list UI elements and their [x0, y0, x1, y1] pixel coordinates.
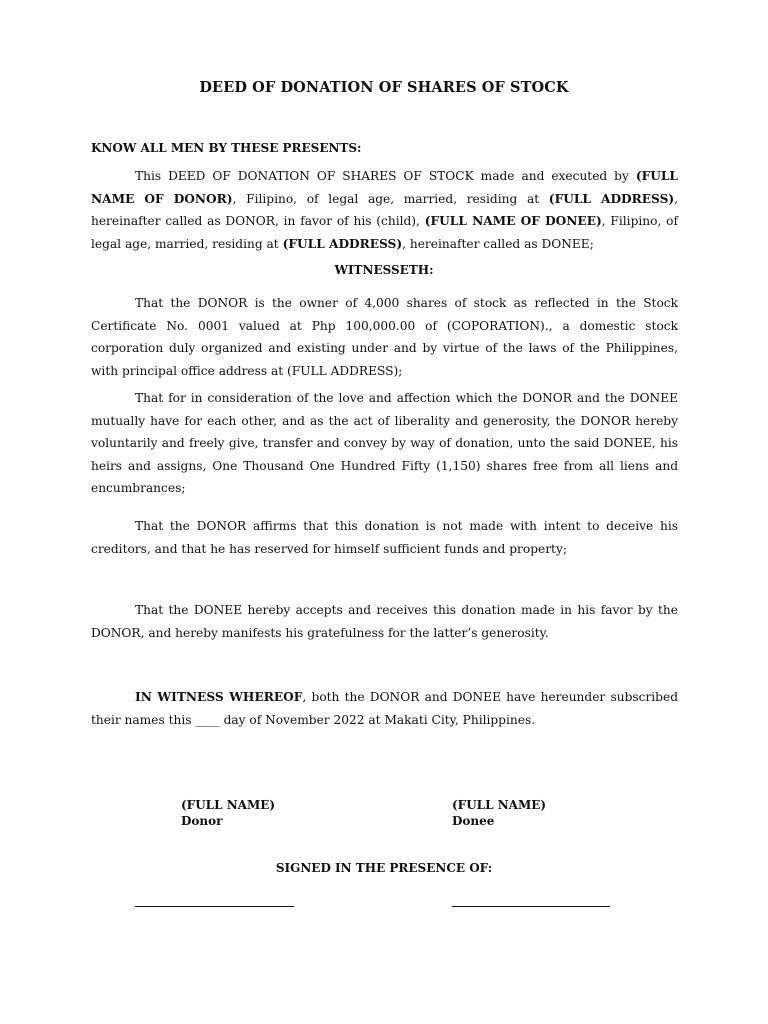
p1-text-e: , hereinafter called as DONOR, in favor of his (child),: [91, 191, 679, 228]
donor-signatory-role: Donor: [181, 814, 223, 828]
document-title: DEED OF DONATION OF SHARES OF STOCK: [199, 79, 569, 96]
intro-heading: KNOW ALL MEN BY THESE PRESENTS:: [91, 141, 362, 155]
witnesseth-heading: WITNESSETH:: [334, 263, 434, 277]
witness-signature-line-left: [135, 906, 294, 907]
donee-signature-block: [452, 797, 546, 829]
witness-signature-line-right: [452, 906, 610, 907]
donation-paragraph: That for in consideration of the love and affection which the DONOR and the DONEE mutually have for each other, and as the act of liberality and generosity, the DONOR hereby voluntarily and freely give, transfer and convey by way of donation, unto the said DONEE, his heirs and assigns, One Thousand One Hundred Fifty (1,150) shares free from all liens and encumbrances;: [91, 391, 678, 495]
donee-signatory-name: (FULL NAME): [452, 798, 547, 812]
p1-text-g: , Filipino, of legal age, married, residing at: [91, 214, 678, 251]
witness-whereof-paragraph: [91, 686, 678, 731]
p1-text-c: , Filipino, of legal age, married, residing at: [232, 191, 549, 206]
p1-text-i: , hereinafter called as DONEE;: [402, 236, 594, 251]
ownership-paragraph: That the DONOR is the owner of 4,000 shares of stock as reflected in the Stock Certificate No. 0001 valued at Php 100,000.00 of (COPORATION)., a domestic stock corporation duly organized and existing under and by virtue of the laws of the Philippines, with principal office address at (FULL ADDRESS);: [91, 296, 678, 378]
affirmation-paragraph: That the DONOR affirms that this donation is not made with intent to deceive his creditors, and that he has reserved for himself sufficient funds and property;: [91, 519, 678, 556]
donor-signatory-name: (FULL NAME): [181, 798, 276, 812]
donee-address-placeholder: (FULL ADDRESS): [282, 236, 403, 251]
witness-whereof-label: IN WITNESS WHEREOF: [135, 690, 303, 704]
donor-name-placeholder: (FULL NAME OF DONOR): [91, 169, 678, 206]
p1-text-a: This DEED OF DONATION OF SHARES OF STOCK made and executed by: [135, 169, 636, 183]
opening-paragraph: [91, 165, 678, 255]
donor-signature-block: [181, 797, 275, 829]
presence-heading: SIGNED IN THE PRESENCE OF:: [275, 861, 493, 875]
witness-whereof-text: , both the DONOR and DONEE have hereunder subscribed their names this ____ day of November 2022 at Makati City, Philippines.: [91, 690, 678, 727]
acceptance-paragraph: That the DONEE hereby accepts and receives this donation made in his favor by the DONOR, and hereby manifests his gratefulness for the latter’s generosity.: [91, 603, 678, 640]
donor-address-placeholder: (FULL ADDRESS): [548, 191, 675, 206]
donee-signatory-role: Donee: [452, 814, 495, 828]
donee-name-placeholder: (FULL NAME OF DONEE): [424, 214, 602, 228]
